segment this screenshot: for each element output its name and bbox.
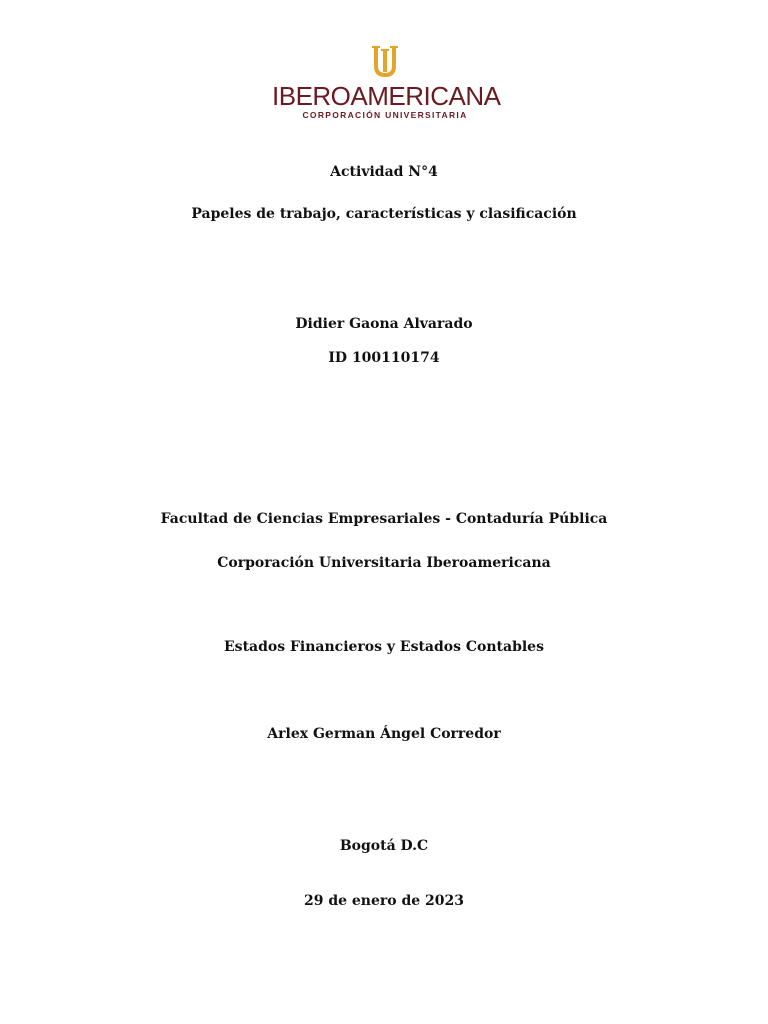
student-id: ID 100110174: [328, 350, 440, 366]
activity-title: Actividad N°4: [330, 164, 438, 180]
logo-wordmark: IBEROAMERICANA: [272, 81, 501, 111]
date: 29 de enero de 2023: [303, 893, 465, 909]
city: Bogotá D.C: [339, 838, 429, 854]
topic-title: Papeles de trabajo, características y clasificación: [191, 206, 577, 222]
university-logo: [272, 42, 501, 124]
institution-name: Corporación Universitaria Iberoamericana: [217, 555, 551, 571]
faculty-name: Facultad de Ciencias Empresariales - Contaduría Pública: [160, 511, 608, 527]
professor-name: Arlex German Ángel Corredor: [267, 726, 501, 742]
university-logo-icon: [369, 46, 401, 82]
logo-subtitle: CORPORACIÓN UNIVERSITARIA: [302, 110, 468, 120]
course-name: Estados Financieros y Estados Contables: [224, 639, 544, 655]
author-name: Didier Gaona Alvarado: [295, 316, 473, 332]
